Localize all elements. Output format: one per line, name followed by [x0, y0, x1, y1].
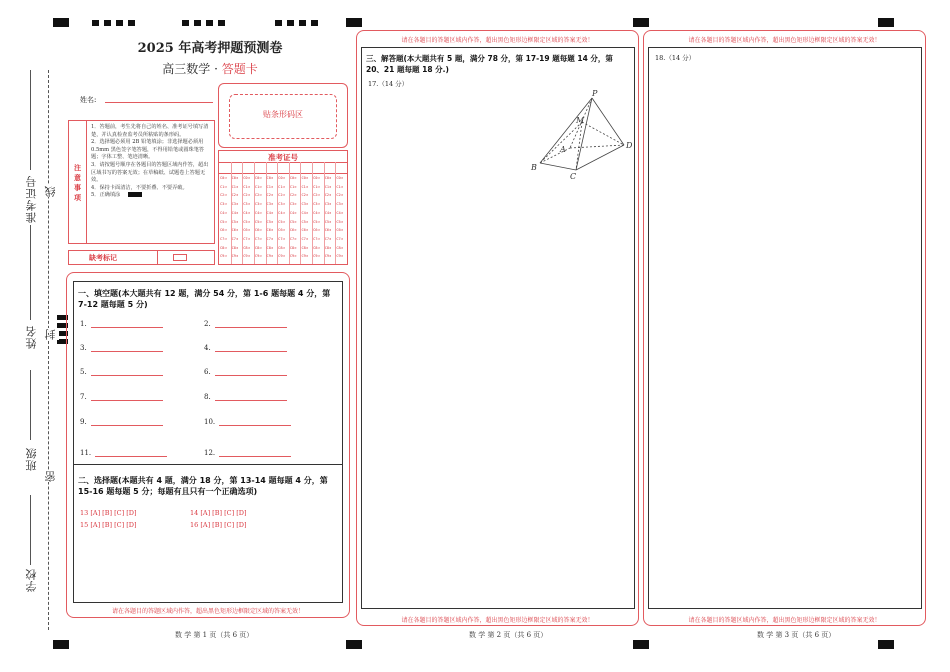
page1-answer-box	[73, 281, 343, 603]
choice-14[interactable]: 14 [A] [B] [C] [D]	[190, 509, 247, 517]
id-bubble[interactable]: C8⊐	[220, 245, 227, 250]
id-bubble[interactable]: C5⊐	[231, 219, 239, 224]
id-bubble[interactable]: C2⊐	[220, 193, 227, 198]
vertex-label: B	[531, 163, 537, 172]
id-bubble[interactable]: C1⊐	[301, 184, 308, 189]
id-bubble[interactable]: C9⊐	[254, 254, 262, 259]
page2-answer-panel	[356, 30, 639, 626]
id-bubble[interactable]: C8⊐	[254, 245, 262, 250]
name-side-label: 姓名	[25, 325, 38, 349]
id-bubble[interactable]: C1⊐	[231, 184, 239, 189]
registration-mark	[346, 18, 362, 27]
id-bubble[interactable]: C6⊐	[243, 228, 250, 233]
warning-text: 请在各题目的答题区域内作答，超出黑色矩形边框限定区域的答案无效！	[688, 617, 881, 624]
subtitle-prefix: 高三数学 ·	[162, 62, 222, 76]
warning-text: 请在各题目的答题区域内作答，超出黑色矩形边框限定区域的答案无效！	[401, 37, 594, 44]
id-bubble[interactable]: C8⊐	[278, 245, 285, 250]
exam-id-side-line	[30, 70, 31, 170]
registration-mark	[878, 18, 894, 27]
id-bubble[interactable]: C7⊐	[254, 236, 262, 241]
absent-mark-row	[68, 250, 215, 265]
id-bubble[interactable]: C2⊐	[254, 193, 262, 198]
id-bubble[interactable]: C0⊐	[231, 176, 239, 180]
id-bubble[interactable]: C1⊐	[278, 184, 285, 189]
id-bubble[interactable]: C6⊐	[324, 228, 332, 233]
id-bubble[interactable]: C7⊐	[266, 236, 274, 241]
id-bubble[interactable]: C7⊐	[336, 236, 343, 241]
id-bubble[interactable]: C7⊐	[301, 236, 308, 241]
name-field[interactable]	[105, 102, 213, 103]
id-bubble[interactable]: C6⊐	[266, 228, 274, 233]
blank-2[interactable]: 2.	[204, 320, 287, 328]
id-bubble[interactable]: C0⊐	[266, 176, 274, 180]
id-bubble[interactable]: C9⊐	[324, 254, 332, 259]
note-item: 1．答题前，考生先将自己的姓名、准考证号填写清楚，并认真检查监考员所粘贴的条形码。	[91, 124, 209, 138]
id-bubble[interactable]: C7⊐	[231, 236, 239, 241]
choice-16[interactable]: 16 [A] [B] [C] [D]	[190, 521, 247, 529]
vertex-label: A	[560, 145, 566, 154]
id-bubble[interactable]: C0⊐	[313, 176, 320, 180]
class-side-label: 班级	[25, 447, 38, 471]
id-bubble[interactable]: C0⊐	[336, 176, 343, 180]
id-bubble[interactable]: C7⊐	[289, 236, 297, 241]
name-label: 姓名:	[80, 96, 97, 104]
registration-mark	[633, 18, 649, 27]
notes-box	[68, 120, 215, 244]
id-bubble[interactable]: C0⊐	[220, 176, 227, 180]
page3-answer-panel	[643, 30, 926, 626]
id-bubble[interactable]: C2⊐	[289, 193, 297, 198]
registration-mark	[53, 640, 69, 649]
blank-1[interactable]: 1.	[80, 320, 163, 328]
id-bubble[interactable]: C8⊐	[324, 245, 332, 250]
id-bubble[interactable]: C4⊐	[313, 210, 320, 215]
blank-10[interactable]: 10.	[204, 418, 291, 426]
id-bubble[interactable]: C2⊐	[336, 193, 343, 198]
id-bubble[interactable]: C8⊐	[301, 245, 308, 250]
id-bubble[interactable]: C5⊐	[278, 219, 285, 224]
id-bubble[interactable]: C4⊐	[301, 210, 308, 215]
choice-13[interactable]: 13 [A] [B] [C] [D]	[80, 509, 137, 517]
page3-answer-box	[648, 47, 922, 609]
id-bubble[interactable]: C2⊐	[301, 193, 308, 198]
section1-title: 一、填空题(本大题共有 12 题，满分 54 分，第 1-6 题每题 4 分，第 7-12 题每题 5 分)	[78, 289, 331, 309]
id-bubble[interactable]: C5⊐	[301, 219, 308, 224]
page3-footer: 数 学 第 3 页（共 6 页）	[757, 631, 836, 639]
id-bubble[interactable]: C4⊐	[278, 210, 285, 215]
blank-3[interactable]: 3.	[80, 344, 163, 352]
id-bubble[interactable]: C3⊐	[301, 202, 308, 207]
blank-5[interactable]: 5.	[80, 368, 163, 376]
id-bubble[interactable]: C9⊐	[266, 254, 274, 259]
vertex-label: D	[626, 141, 633, 150]
blank-12[interactable]: 12.	[204, 449, 291, 457]
note-item: 4．保持卡面清洁，不要折叠、不要弄破。	[91, 184, 188, 191]
section2-title: 二、选择题(本题共有 4 题，满分 18 分，第 13-14 题每题 4 分，第 15-16 题每题 5 分；每题有且只有一个正确选项)	[78, 476, 328, 496]
id-bubble[interactable]: C8⊐	[313, 245, 320, 250]
id-bubble[interactable]: C5⊐	[254, 219, 262, 224]
id-bubble[interactable]: C9⊐	[243, 254, 250, 259]
id-bubble[interactable]: C1⊐	[324, 184, 332, 189]
id-bubble[interactable]: C2⊐	[313, 193, 320, 198]
exam-id-side-label: 准考证号	[25, 175, 38, 223]
id-bubble[interactable]: C7⊐	[313, 236, 320, 241]
registration-mark	[53, 18, 69, 27]
id-bubble[interactable]: C3⊐	[254, 202, 262, 207]
school-side-line	[30, 495, 31, 565]
id-bubble[interactable]: C6⊐	[278, 228, 285, 233]
binding-dashed-line	[48, 70, 49, 630]
warning-text: 请在各题目的答题区域内作答，超出黑色矩形边框限定区域的答案无效！	[401, 617, 594, 624]
id-bubble[interactable]: C3⊐	[231, 202, 239, 207]
page2-footer: 数 学 第 2 页（共 6 页）	[469, 631, 548, 639]
barcode-label: 贴条形码区	[263, 110, 303, 119]
id-bubble[interactable]: C4⊐	[289, 210, 297, 215]
id-bubble[interactable]: C3⊐	[313, 202, 320, 207]
id-bubble[interactable]: C5⊐	[220, 219, 227, 224]
blank-11[interactable]: 11.	[80, 449, 167, 457]
note-item: 3．请按题号顺序在各题目的答题区域内作答，超出区域书写的答案无效；在草稿纸、试题卷上答题无效。	[91, 161, 209, 184]
id-bubble[interactable]: C6⊐	[289, 228, 297, 233]
id-bubble[interactable]: C8⊐	[243, 245, 250, 250]
subtitle-answer-card: 答题卡	[221, 62, 258, 76]
id-bubble[interactable]: C0⊐	[278, 176, 285, 180]
id-bubble[interactable]: C5⊐	[324, 219, 332, 224]
id-bubble[interactable]: C3⊐	[220, 202, 227, 207]
section-divider	[74, 464, 342, 465]
id-bubble[interactable]: C8⊐	[289, 245, 297, 250]
id-bubble[interactable]: C2⊐	[278, 193, 285, 198]
id-bubble[interactable]: C4⊐	[231, 210, 239, 215]
id-bubble[interactable]: C1⊐	[254, 184, 262, 189]
id-bubble[interactable]: C1⊐	[289, 184, 297, 189]
absent-label: 缺考标记	[89, 254, 117, 262]
id-bubble[interactable]: C0⊐	[324, 176, 332, 180]
page2-answer-box	[361, 47, 635, 609]
id-bubble[interactable]: C5⊐	[313, 219, 320, 224]
id-bubble[interactable]: C3⊐	[243, 202, 250, 207]
filled-example	[128, 192, 142, 197]
exam-id-grid	[218, 150, 348, 265]
id-bubble[interactable]: C5⊐	[336, 219, 343, 224]
id-bubble[interactable]: C2⊐	[324, 193, 332, 198]
id-bubble[interactable]: C6⊐	[336, 228, 343, 233]
id-bubble[interactable]: C9⊐	[278, 254, 285, 259]
section3-title: 三、解答题(本大题共有 5 题，满分 78 分，第 17-19 题每题 14 分，第 20、21 题每题 18 分.)	[366, 54, 613, 74]
id-bubble[interactable]: C4⊐	[266, 210, 274, 215]
id-bubble[interactable]: C0⊐	[301, 176, 308, 180]
id-bubble[interactable]: C4⊐	[220, 210, 227, 215]
id-bubble[interactable]: C4⊐	[336, 210, 343, 215]
id-bubble[interactable]: C9⊐	[289, 254, 297, 259]
id-bubble[interactable]: C6⊐	[254, 228, 262, 233]
vertex-label: P	[592, 90, 598, 98]
id-bubble[interactable]: C6⊐	[313, 228, 320, 233]
id-bubble[interactable]: C3⊐	[324, 202, 332, 207]
id-bubble[interactable]: C1⊐	[243, 184, 250, 189]
id-bubble[interactable]: C5⊐	[266, 219, 274, 224]
choice-15[interactable]: 15 [A] [B] [C] [D]	[80, 521, 137, 529]
registration-mark	[346, 640, 362, 649]
line-label: 线	[44, 185, 57, 197]
seal-label: 封	[44, 328, 57, 340]
id-bubble[interactable]: C4⊐	[324, 210, 332, 215]
id-bubble[interactable]: C9⊐	[336, 254, 343, 259]
school-side-label: 学校	[25, 568, 38, 592]
page-subtitle	[70, 60, 350, 77]
id-bubble[interactable]: C2⊐	[266, 193, 274, 198]
blank-4[interactable]: 4.	[204, 344, 287, 352]
id-bubble[interactable]: C0⊐	[289, 176, 297, 180]
blank-7[interactable]: 7.	[80, 393, 163, 401]
id-bubble[interactable]: C0⊐	[254, 176, 262, 180]
registration-mark	[633, 640, 649, 649]
id-bubble[interactable]: C7⊐	[220, 236, 227, 241]
page-title: 2025 年高考押题预测卷	[137, 41, 283, 56]
id-bubble[interactable]: C6⊐	[231, 228, 239, 233]
id-bubble[interactable]: C5⊐	[243, 219, 250, 224]
id-bubble[interactable]: C3⊐	[278, 202, 285, 207]
note-item: 2．选择题必须用 2B 铅笔填涂；非选择题必须用 0.5mm 黑色签字笔答题，不得用铅笔或圆珠笔答题；字体工整、笔迹清晰。	[91, 139, 205, 161]
exam-id-label: 准考证号	[268, 153, 298, 162]
id-bubble[interactable]: C9⊐	[301, 254, 308, 259]
barcode-area	[218, 83, 348, 148]
id-bubble[interactable]: C1⊐	[313, 184, 320, 189]
id-bubble[interactable]: C7⊐	[278, 236, 285, 241]
id-bubble[interactable]: C1⊐	[220, 184, 227, 189]
id-bubble[interactable]: C7⊐	[243, 236, 250, 241]
secret-label: 密	[44, 470, 57, 482]
blank-6[interactable]: 6.	[204, 368, 287, 376]
id-bubble[interactable]: C1⊐	[336, 184, 343, 189]
registration-mark	[878, 640, 894, 649]
page1-answer-panel	[66, 272, 350, 618]
blank-9[interactable]: 9.	[80, 418, 163, 426]
id-bubble[interactable]: C3⊐	[336, 202, 343, 207]
id-bubble[interactable]: C3⊐	[289, 202, 297, 207]
name-side-line	[30, 225, 31, 320]
id-bubble[interactable]: C9⊐	[231, 254, 239, 259]
pyramid-figure	[530, 90, 635, 180]
notes-title: 注 意 事 项	[69, 121, 87, 243]
class-side-line	[30, 370, 31, 440]
note-item: 5．正确填涂	[91, 192, 213, 200]
id-bubble[interactable]: C2⊐	[243, 193, 250, 198]
id-bubble[interactable]: C6⊐	[301, 228, 308, 233]
id-bubble[interactable]: C8⊐	[231, 245, 239, 250]
vertex-label: C	[570, 172, 577, 180]
id-bubble[interactable]: C4⊐	[243, 210, 250, 215]
id-bubble[interactable]: C2⊐	[231, 193, 239, 198]
warning-text: 请在各题目的答题区域内作答，超出黑色矩形边框限定区域的答案无效！	[688, 37, 881, 44]
page1-footer: 数 学 第 1 页（共 6 页）	[175, 631, 254, 639]
absent-checkbox[interactable]	[173, 254, 187, 261]
id-bubble[interactable]: C1⊐	[266, 184, 274, 189]
id-bubble[interactable]: C6⊐	[220, 228, 227, 233]
id-bubble[interactable]: C4⊐	[254, 210, 262, 215]
id-bubble[interactable]: C9⊐	[220, 254, 227, 259]
id-bubble[interactable]: C8⊐	[266, 245, 274, 250]
question-18-label: 18.（14 分）	[655, 54, 696, 62]
vertex-label: M	[576, 116, 585, 125]
question-17-label: 17.（14 分）	[368, 80, 409, 88]
id-bubble[interactable]: C9⊐	[313, 254, 320, 259]
id-bubble[interactable]: C5⊐	[289, 219, 297, 224]
id-bubble[interactable]: C0⊐	[243, 176, 250, 180]
id-bubble[interactable]: C3⊐	[266, 202, 274, 207]
blank-8[interactable]: 8.	[204, 393, 287, 401]
id-bubble[interactable]: C7⊐	[324, 236, 332, 241]
warning-text: 请在各题目的答题区域内作答，超出黑色矩形边框限定区域的答案无效！	[111, 608, 304, 615]
id-bubble[interactable]: C8⊐	[336, 245, 343, 250]
